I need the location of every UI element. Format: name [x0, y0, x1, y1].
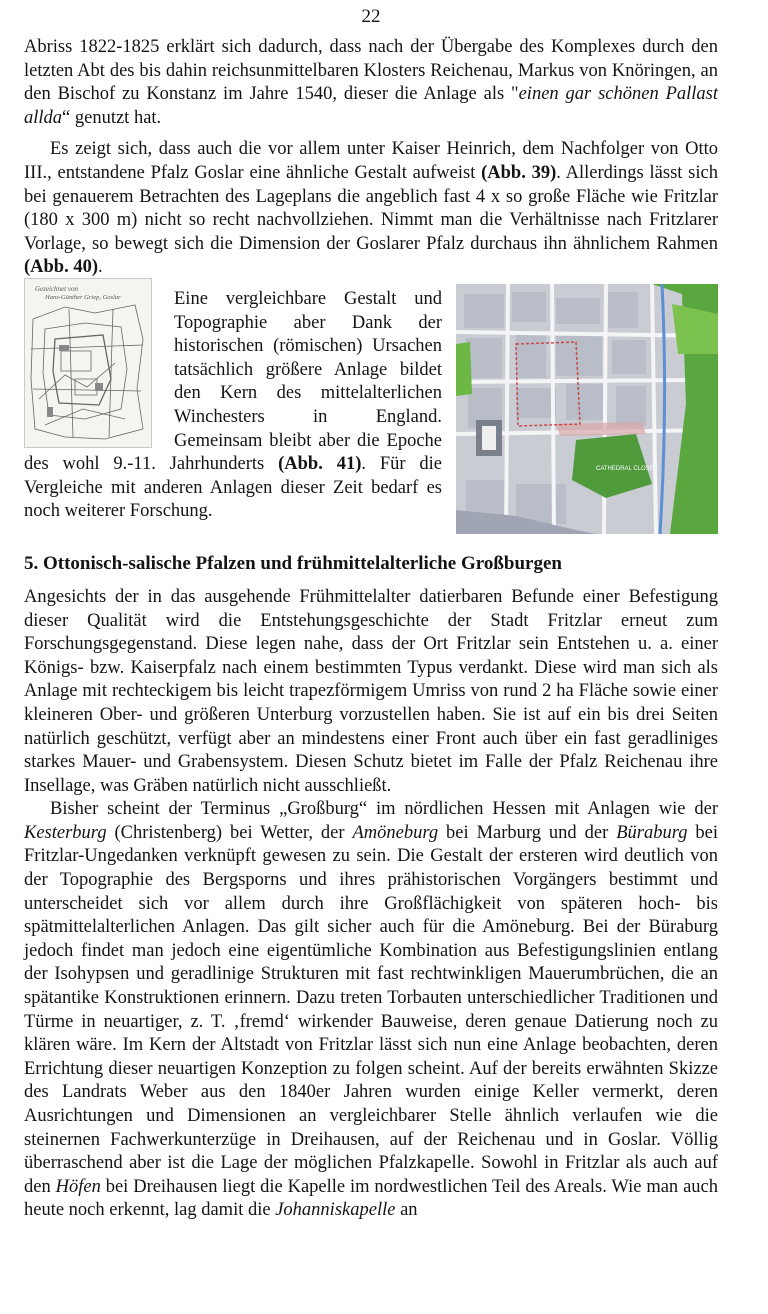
- text-run: (Christenberg) bei Wetter, der: [106, 822, 353, 843]
- place-johanniskapelle: Johanniskapelle: [275, 1200, 396, 1221]
- goslar-plan-sketch: [25, 279, 151, 447]
- figure-ref-41: (Abb. 41): [278, 454, 362, 475]
- page: [24, 0, 718, 1223]
- text-run: Eine vergleichbare Gestalt und Topographie aber Dank der historischen (römischen) Ursachen tatsächlich größere Anlage bildet den Kern des mittelalterlichen Winchesters in England. Gemeinsam bleibt aber die Epoche des wohl 9.-11. Jahrhunderts: [24, 288, 442, 475]
- fig40-caption-line2: Hans-Günther Griep, Goslar: [45, 293, 121, 301]
- figure-ref-39: (Abb. 39): [481, 162, 557, 183]
- text-run: Es zeigt sich, dass auch die vor allem unter Kaiser Heinrich, dem Nachfolger von Otto III., entstandene Pfalz Goslar eine ähnliche Gestalt aufweist: [24, 139, 718, 183]
- text-run: . Allerdings lässt sich bei genauerem Betrachten des Lageplans die angeblich fast 4 x so große Fläche wie Fritzlar (180 x 300 m) nicht so recht nachvollziehen. Nimmt man die Verhältnisse nach Fritzlarer Vorlage, so bewegt sich die Dimension der Goslarer Pfalz durchaus ihn ähnlichem Rahmen: [24, 162, 718, 254]
- paragraph-5: [24, 798, 718, 1223]
- text-run: .: [98, 257, 103, 278]
- place-kesterburg: Kesterburg: [24, 822, 107, 843]
- text-run: an: [395, 1200, 418, 1221]
- section-heading: [24, 552, 718, 576]
- text-run: “ genutzt hat.: [62, 107, 162, 128]
- figure-41-winchester-map: [456, 284, 718, 534]
- text-run: Bisher scheint der Terminus „Großburg“ im nördlichen Hessen mit Anlagen wie der: [50, 799, 718, 820]
- quote-text: einen gar schönen Pallast allda: [24, 84, 718, 128]
- fig40-caption-line1: Gezeichnet von: [35, 284, 78, 293]
- figure-ref-40: (Abb. 40): [24, 257, 99, 278]
- figure-40-goslar-sketch: [24, 278, 152, 448]
- text-run: . Für die Vergleiche mit anderen Anlagen dieser Zeit bedarf es noch weiterer Forschung.: [24, 454, 442, 522]
- paragraph-4: Angesichts der in das ausgehende Frühmittelalter datierbaren Befunde einer Befestigung dieser Qualität wird die Entstehungsgeschichte der Stadt Fritzlar erneut zum Forschungsgegenstand. Diese legen nahe, dass der Ort Fritzlar sein Entstehen u. a. einer Königs- bzw. Kaiserpfalz nach einem bestimmten Typus verdankt. Diese wird man sich als Anlage mit rechteckigem bis leicht trapezförmigem Umriss von rund 2 ha Fläche sowie einer kleineren Ober- und größeren Unterburg vorzustellen haben. Sie ist auf ein bis drei Seiten natürlich geschützt, verfügt aber an mindestens einer Front auch über ein fast geradliniges starkes Mauer- und Grabensystem. Diesen Schutz bietet im Falle der Pfalz Reichenau ihre Insellage, was Gräben natürlich nicht ausschließt.: [24, 586, 718, 796]
- place-amoeneburg: Amöneburg: [352, 822, 439, 843]
- text-run: bei Marburg und der: [438, 822, 617, 843]
- page-number: 22: [361, 6, 381, 27]
- place-hoefen: Höfen: [55, 1176, 101, 1197]
- paragraph-2: [24, 138, 718, 280]
- section-title: Ottonisch-salische Pfalzen und frühmittelalterliche Großburgen: [43, 552, 562, 574]
- section-number: 5.: [24, 552, 39, 574]
- text-run: bei Dreihausen liegt die Kapelle im nordwestlichen Teil des Areals. Wie man auch heute noch erkennt, lag damit die: [24, 1176, 718, 1221]
- fig41-label: CATHEDRAL CLOSE: [596, 465, 654, 472]
- winchester-city-map: [456, 284, 718, 534]
- text-run: bei Fritzlar-Ungedanken verknüpft gewesen zu sein. Die Gestalt der ersteren wird deutlich von der Topographie des Bergsporns und ihres prähistorischen Vorgängers bestimmt und unterscheidet sich vor allem durch ihre Großflächigkeit von späteren hoch- bis spätmittelalterlichen Anlagen. Das gilt sicher auch für die Amöneburg. Bei der Büraburg jedoch findet man jedoch eine eigentümliche Kombination aus Befestigungslinien entlang der Isohypsen und geradlinige Strukturen mit fast rechtwinkligen Mauerumbrüchen, die an spätantike Konstruktionen erinnern. Dazu treten Torbauten unterschiedlicher Traditionen und Türme in neuartiger, z. T. ‚fremd‘ wirkender Bauweise, deren genaue Datierung noch zu klären wäre. Im Kern der Altstadt von Fritzlar lässt sich nun eine Anlage beobachten, deren Errichtung dieser neuartigen Konzeption zu folgen scheint. Auf der bereits erwähnten Skizze des Landrats Weber aus den 1840er Jahren wurden einige Keller vermerkt, deren Ausrichtungen und Dimensionen an vergleichbarer Stelle ähnlich verlaufen wie die steinernen Fachwerkunterzüge in Dreihausen, auf der Reichenau und in Goslar. Völlig überraschend aber ist die Lage der möglichen Pfalzkapelle. Sowohl in Fritzlar als auch auf den: [24, 822, 718, 1197]
- text-run: Abriss 1822-1825 erklärt sich dadurch, dass nach der Übergabe des Komplexes durch den letzten Abt des bis dahin reichsunmittelbaren Klosters Reichenau, Markus von Knöringen, an den Bischof zu Konstanz im Jahre 1540, dieser die Anlage als ": [24, 37, 718, 105]
- place-bueraburg: Büraburg: [616, 822, 688, 843]
- paragraph-1: [24, 36, 718, 130]
